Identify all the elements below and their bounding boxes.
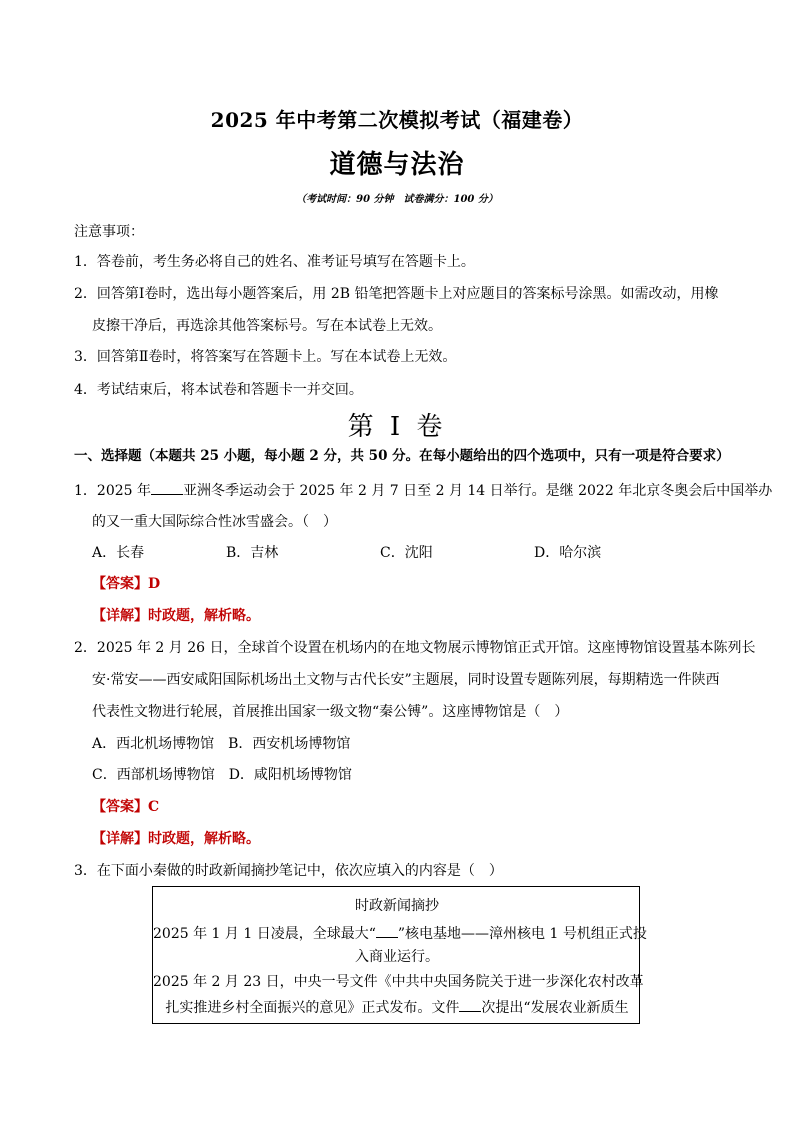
news-blank-2 <box>459 997 481 1012</box>
notice-item-2: 2．回答第Ⅰ卷时，选出每小题答案后，用 2B 铅笔把答题卡上对应题目的答案标号涂黑。如需改动，用橡 <box>74 286 719 302</box>
instruction-suffix: ） <box>716 448 730 464</box>
news-box-line-2: 入商业运行。 <box>355 949 439 965</box>
notice-item-4: 4．考试结束后，将本试卷和答题卡一并交回。 <box>74 382 363 398</box>
q2-detail-label: 【详解】 <box>92 831 148 847</box>
news-line-4-a: 扎实推进乡村全面振兴的意见》正式发布。文件 <box>165 1000 460 1016</box>
q1-line-2: 的又一重大国际综合性冰雪盛会。（ ） <box>92 514 337 530</box>
q1-number-text: 1．2025 年 <box>74 483 151 499</box>
notice-item-2-cont: 皮擦干净后，再选涂其他答案标号。写在本试卷上无效。 <box>92 318 442 334</box>
news-excerpt-box <box>152 886 647 1024</box>
q2-line-3: 代表性文物进行轮展，首展推出国家一级文物“秦公镈”。这座博物馆是（ ） <box>92 704 569 720</box>
news-line-1-a: 2025 年 1 月 1 日凌晨，全球最大“ <box>153 926 376 942</box>
q1-detail-label: 【详解】 <box>92 608 148 624</box>
news-box-line-1 <box>153 923 647 944</box>
q2-line-2: 安·常安——西安咸阳国际机场出土文物与古代长安”主题展，同时设置专题陈列展，每期精选一件陕西 <box>92 672 720 688</box>
q1-stem-text: 亚洲冬季运动会于 2025 年 2 月 7 日至 2 月 14 日举行。是继 2022 年北京冬奥会后中国举办 <box>183 483 773 499</box>
notice-item-3: 3．回答第Ⅱ卷时，将答案写在答题卡上。写在本试卷上无效。 <box>74 349 457 365</box>
q1-option-d: D．哈尔滨 <box>534 545 602 561</box>
q2-line-1: 2．2025 年 2 月 26 日，全球首个设置在机场内的在地文物展示博物馆正式开馆。这座博物馆设置基本陈列长 <box>74 640 756 656</box>
exam-info: （考试时间：90 分钟 试卷满分：100 分） <box>296 194 498 205</box>
q2-detail <box>92 829 260 849</box>
instruction-body: 本题共 25 小题，每小题 2 分，共 50 分。在每小题给出的四个选项中，只有一项是符合要求 <box>155 448 717 464</box>
q1-line-1 <box>74 480 772 501</box>
q1-blank <box>151 480 183 495</box>
q2-answer <box>92 797 159 817</box>
notice-heading: 注意事项： <box>74 224 144 240</box>
news-box-line-4 <box>153 997 641 1018</box>
instruction-prefix: 一、选择题（ <box>74 448 155 464</box>
q1-option-b: B．吉林 <box>226 545 279 561</box>
subject-title: 道德与法治 <box>329 150 465 180</box>
q1-answer <box>92 574 160 594</box>
news-line-4-b: 次提出“发展农业新质生 <box>481 1000 629 1016</box>
news-box-line-3: 2025 年 2 月 23 日，中央一号文件《中共中央国务院关于进一步深化农村改革 <box>153 974 644 990</box>
news-line-1-b: ”核电基地——漳州核电 1 号机组正式投 <box>397 926 647 942</box>
q2-detail-text: 时政题，解析略。 <box>148 831 260 847</box>
q1-answer-value: D <box>148 576 161 592</box>
exam-title: 2025 年中考第二次模拟考试（福建卷） <box>210 108 584 132</box>
notice-item-1: 1．答卷前，考生务必将自己的姓名、准考证号填写在答题卡上。 <box>74 254 475 270</box>
section-instruction <box>74 446 730 466</box>
q1-detail-text: 时政题，解析略。 <box>148 608 260 624</box>
q1-option-a: A．长春 <box>92 545 145 561</box>
q1-detail <box>92 606 260 626</box>
q3-line-1: 3．在下面小秦做的时政新闻摘抄笔记中，依次应填入的内容是（ ） <box>74 863 503 879</box>
news-box-title: 时政新闻摘抄 <box>355 898 439 914</box>
q1-answer-label: 【答案】 <box>92 576 148 592</box>
q2-options-cd: C．西部机场博物馆 D．咸阳机场博物馆 <box>92 767 352 783</box>
q2-options-ab: A．西北机场博物馆 B．西安机场博物馆 <box>92 736 351 752</box>
q1-option-c: C．沈阳 <box>380 545 433 561</box>
section-heading: 第 I 卷 <box>347 412 447 442</box>
news-blank-1 <box>376 923 398 938</box>
q2-answer-label: 【答案】 <box>92 799 148 815</box>
q2-answer-value: C <box>148 799 160 815</box>
